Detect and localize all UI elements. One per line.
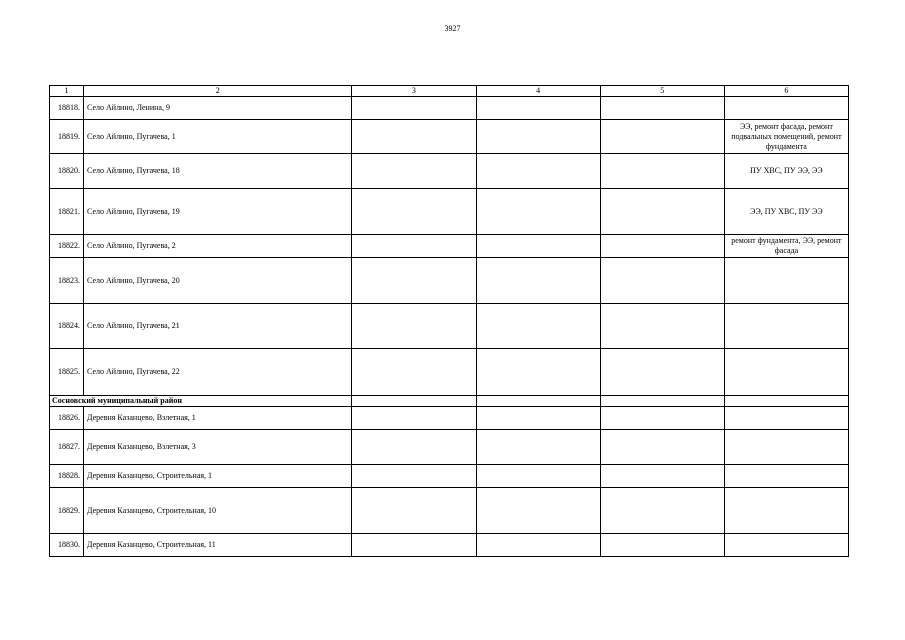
row-number: 18827. xyxy=(50,430,84,465)
col-header-5: 5 xyxy=(600,86,724,97)
table-row xyxy=(50,154,849,189)
row-number: 18826. xyxy=(50,407,84,430)
row-number: 18822. xyxy=(50,235,84,258)
row-number: 18819. xyxy=(50,120,84,154)
table-row xyxy=(50,120,849,154)
row-number: 18824. xyxy=(50,304,84,349)
row-number: 18821. xyxy=(50,189,84,235)
row-address: Деревня Казанцево, Строительная, 1 xyxy=(84,465,352,488)
table-row xyxy=(50,534,849,557)
col-header-4: 4 xyxy=(476,86,600,97)
table-row xyxy=(50,349,849,396)
row-works: ЭЭ, ПУ ХВС, ПУ ЭЭ xyxy=(724,189,848,235)
table-row xyxy=(50,189,849,235)
row-number: 18818. xyxy=(50,97,84,120)
row-address: Село Айлино, Пугачева, 2 xyxy=(84,235,352,258)
row-number: 18829. xyxy=(50,488,84,534)
table-row xyxy=(50,488,849,534)
row-number: 18830. xyxy=(50,534,84,557)
row-number: 18825. xyxy=(50,349,84,396)
table-row xyxy=(50,407,849,430)
row-works xyxy=(724,304,848,349)
row-address: Деревня Казанцево, Взлетная, 1 xyxy=(84,407,352,430)
row-works xyxy=(724,349,848,396)
row-address: Село Айлино, Пугачева, 21 xyxy=(84,304,352,349)
row-number: 18820. xyxy=(50,154,84,189)
table-row xyxy=(50,97,849,120)
row-works xyxy=(724,430,848,465)
row-works xyxy=(724,97,848,120)
row-address: Село Айлино, Пугачева, 1 xyxy=(84,120,352,154)
row-address: Деревня Казанцево, Строительная, 10 xyxy=(84,488,352,534)
table-row xyxy=(50,465,849,488)
row-works xyxy=(724,465,848,488)
row-number: 18823. xyxy=(50,258,84,304)
row-works: ЭЭ, ремонт фасада, ремонт подвальных помещений, ремонт фундамента xyxy=(724,120,848,154)
table-row xyxy=(50,235,849,258)
data-table xyxy=(49,85,849,557)
row-address: Деревня Казанцево, Взлетная, 3 xyxy=(84,430,352,465)
row-works xyxy=(724,258,848,304)
page-number: 3927 xyxy=(444,24,461,33)
section-title: Сосновский муниципальный район xyxy=(50,396,352,407)
row-address: Деревня Казанцево, Строительная, 11 xyxy=(84,534,352,557)
table-row xyxy=(50,258,849,304)
row-works xyxy=(724,407,848,430)
col-header-1: 1 xyxy=(50,86,84,97)
row-address: Село Айлино, Пугачева, 22 xyxy=(84,349,352,396)
row-works: ремонт фундамента, ЭЭ, ремонт фасада xyxy=(724,235,848,258)
row-address: Село Айлино, Пугачева, 18 xyxy=(84,154,352,189)
section-row xyxy=(50,396,849,407)
header-row xyxy=(50,86,849,97)
table-row xyxy=(50,304,849,349)
row-address: Село Айлино, Пугачева, 19 xyxy=(84,189,352,235)
col-header-3: 3 xyxy=(352,86,476,97)
row-works xyxy=(724,534,848,557)
col-header-6: 6 xyxy=(724,86,848,97)
row-address: Село Айлино, Пугачева, 20 xyxy=(84,258,352,304)
row-address: Село Айлино, Ленина, 9 xyxy=(84,97,352,120)
table-row xyxy=(50,430,849,465)
row-number: 18828. xyxy=(50,465,84,488)
row-works: ПУ ХВС, ПУ ЭЭ, ЭЭ xyxy=(724,154,848,189)
row-works xyxy=(724,488,848,534)
col-header-2: 2 xyxy=(84,86,352,97)
